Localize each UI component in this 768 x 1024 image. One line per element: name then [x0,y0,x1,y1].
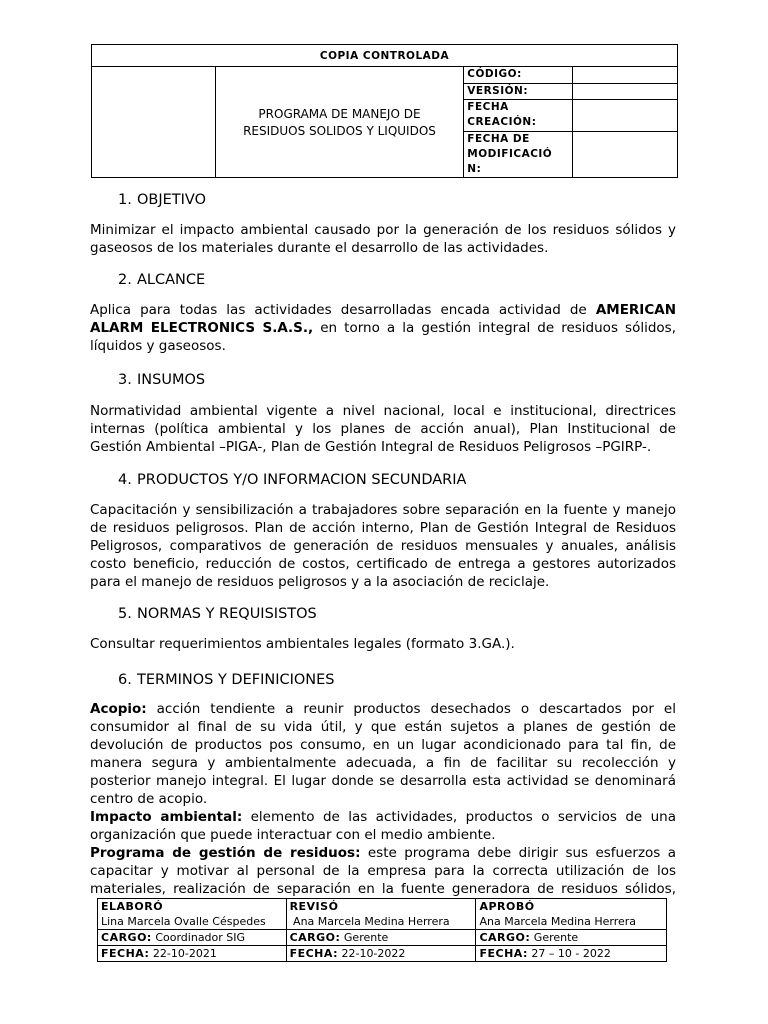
cargo-cell-3 [476,930,667,946]
definition-text: acción tendiente a reunir productos desechados o descartados por el consumidor al final de su vida útil, y que están sujetos a planes de gestión de devolución de productos pos consumo, en un lugar acondicionado para tal fin, de manera segura y ambientalmente adecuada, a fin de facilitar su recolección y posterior manejo integral. El lugar donde se desarrolla esta actividad se denominará centro de acopio. [90,701,676,807]
fecha-creacion-line-1: FECHA [467,101,509,113]
codigo-label: CÓDIGO: [464,67,573,84]
fecha-mod-line-1: FECHA DE [467,133,530,145]
approval-table [97,898,667,962]
company-name: AMERICAN ALARM ELECTRONICS S.A.S., [90,302,676,336]
paragraph-productos: Capacitación y sensibilización a trabajadores sobre separación en la fuente y manejo de residuos peligrosos. Plan de acción interno, Plan de Gestión Integral de Residuos Peligrosos, comparativos de generación de residuos mensuales y anuales, análisis costo beneficio, reducción de costos, certificado de entrega a gestores autorizados para el manejo de residuos peligrosos y a la asociación de reciclaje. [90,502,676,590]
cargo-value: Coordinador SIG [151,931,246,944]
aprobo-label: APROBÓ [479,900,535,913]
version-label: VERSIÓN: [464,84,573,100]
section-title: NORMAS Y REQUISISTOS [137,606,317,622]
section-number: 3. [118,372,132,388]
paragraph-objetivo: Minimizar el impacto ambiental causado por la generación de los residuos sólidos y gaseosos de los materiales durante el desarrollo de las actividades. [90,222,676,256]
fecha-creacion-line-2: CREACIÓN: [467,116,537,128]
document-title [215,67,464,178]
cargo-cell-2 [286,930,476,946]
title-line-2: RESIDUOS SOLIDOS Y LIQUIDOS [243,124,436,138]
cargo-cell-1 [98,930,287,946]
section-heading-terminos [118,672,335,688]
section-title: PRODUCTOS Y/O INFORMACION SECUNDARIA [137,472,467,488]
definition-impacto [90,808,676,844]
version-value [573,84,678,100]
definition-text: este programa debe dirigir sus esfuerzos a capacitar y motivar al personal de la empresa para la correcta utilización de los materiales, realización de separación en la fuente generadora de residuos sólidos, [90,845,676,897]
alcance-text-pre: Aplica para todas las actividades desarrolladas encada actividad de [90,302,596,318]
fecha-cell-2 [286,946,476,962]
reviso-label: REVISÓ [289,900,339,913]
paragraph-insumos: Normatividad ambiental vigente a nivel nacional, local e institucional, directrices internas (política ambiental y los planes de acción anual), Plan Institucional de Gestión Ambiental –PIGA-, Plan de Gestión Integral de Residuos Peligrosos –PGIRP-. [90,403,676,455]
cargo-value: Gerente [530,931,579,944]
section-heading-alcance [118,272,205,288]
fecha-modificacion-value [573,132,678,178]
paragraph-alcance [90,301,676,355]
term-programa: Programa de gestión de residuos: [90,845,361,861]
fecha-mod-line-3: N: [467,163,482,175]
fecha-value: 22-10-2021 [149,947,217,960]
fecha-label: FECHA: [101,947,150,960]
section-title: ALCANCE [137,272,206,288]
section-number: 2. [118,272,132,288]
cargo-label: CARGO: [289,931,341,944]
fecha-label: FECHA: [479,947,528,960]
fecha-creacion-value [573,100,678,132]
fecha-cell-3 [476,946,667,962]
section-number: 4. [118,472,132,488]
reviso-cell [286,899,476,930]
section-title: TERMINOS Y DEFINICIONES [137,672,335,688]
aprobo-name: Ana Marcela Medina Herrera [479,915,637,928]
fecha-modificacion-label [464,132,573,178]
cargo-label: CARGO: [479,931,531,944]
elaboro-name: Lina Marcela Ovalle Céspedes [101,915,266,928]
section-title: OBJETIVO [137,192,207,208]
alcance-text-post: en torno a la gestión integral de residuos sólidos, líquidos y gaseosos. [90,320,676,354]
fecha-value: 22-10-2022 [338,947,406,960]
aprobo-cell [476,899,667,930]
section-number: 6. [118,672,132,688]
definition-text: elemento de las actividades, productos o servicios de una organización que puede interactuar con el medio ambiente. [90,809,676,843]
section-title: INSUMOS [137,372,206,388]
fecha-label: FECHA: [289,947,338,960]
fecha-value: 27 – 10 - 2022 [527,947,611,960]
cargo-label: CARGO: [101,931,152,944]
section-number: 5. [118,606,132,622]
fecha-cell-1 [98,946,287,962]
definition-programa [90,844,676,898]
codigo-value [573,67,678,84]
cargo-value: Gerente [340,931,389,944]
reviso-name: Ana Marcela Medina Herrera [289,915,450,928]
section-heading-normas [118,606,317,622]
header-table [91,44,678,178]
definitions-block [90,700,676,898]
logo-cell [92,67,216,178]
term-impacto: Impacto ambiental: [90,809,243,825]
fecha-mod-line-2: MODIFICACIÓ [467,148,553,160]
term-acopio: Acopio: [90,701,147,717]
fecha-creacion-label [464,100,573,132]
section-number: 1. [118,192,132,208]
elaboro-cell [98,899,287,930]
definition-acopio [90,700,676,808]
paragraph-normas: Consultar requerimientos ambientales legales (formato 3.GA.). [90,636,515,652]
copia-controlada-label: COPIA CONTROLADA [92,45,678,67]
section-heading-insumos [118,372,205,388]
title-line-1: PROGRAMA DE MANEJO DE [258,107,421,121]
section-heading-productos [118,472,466,488]
elaboro-label: ELABORÓ [101,900,164,913]
section-heading-objetivo [118,192,206,208]
